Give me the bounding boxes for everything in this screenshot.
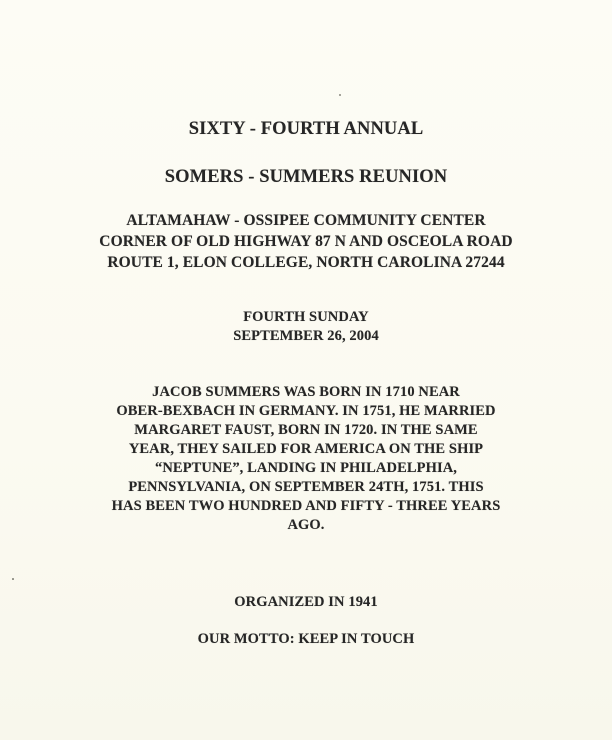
organized-line: ORGANIZED IN 1941 (234, 594, 378, 610)
document-title: SIXTY - FOURTH ANNUAL (188, 119, 424, 139)
date-line-2: SEPTEMBER 26, 2004 (233, 328, 379, 344)
motto-line: OUR MOTTO: KEEP IN TOUCH (197, 631, 415, 647)
document-subtitle: SOMERS - SUMMERS REUNION (164, 167, 448, 187)
history-line: OBER-BEXBACH IN GERMANY. IN 1751, HE MARRIED (116, 403, 496, 419)
history-line: “NEPTUNE”, LANDING IN PHILADELPHIA, (155, 460, 457, 476)
address-line-3: ROUTE 1, ELON COLLEGE, NORTH CAROLINA 27244 (107, 254, 505, 271)
date-line-1: FOURTH SUNDAY (243, 309, 369, 325)
history-line: AGO. (287, 517, 325, 533)
history-line: JACOB SUMMERS WAS BORN IN 1710 NEAR (152, 384, 460, 400)
history-line: MARGARET FAUST, BORN IN 1720. IN THE SAME (134, 422, 478, 438)
paper-speck (339, 94, 341, 96)
history-line: YEAR, THEY SAILED FOR AMERICA ON THE SHIP (128, 441, 484, 457)
history-line: HAS BEEN TWO HUNDRED AND FIFTY - THREE YEARS (111, 498, 501, 514)
history-line: PENNSYLVANIA, ON SEPTEMBER 24TH, 1751. THIS (128, 479, 484, 495)
address-line-1: ALTAMAHAW - OSSIPEE COMMUNITY CENTER (126, 212, 486, 229)
address-line-2: CORNER OF OLD HIGHWAY 87 N AND OSCEOLA ROAD (99, 233, 513, 250)
paper-speck (12, 578, 14, 580)
